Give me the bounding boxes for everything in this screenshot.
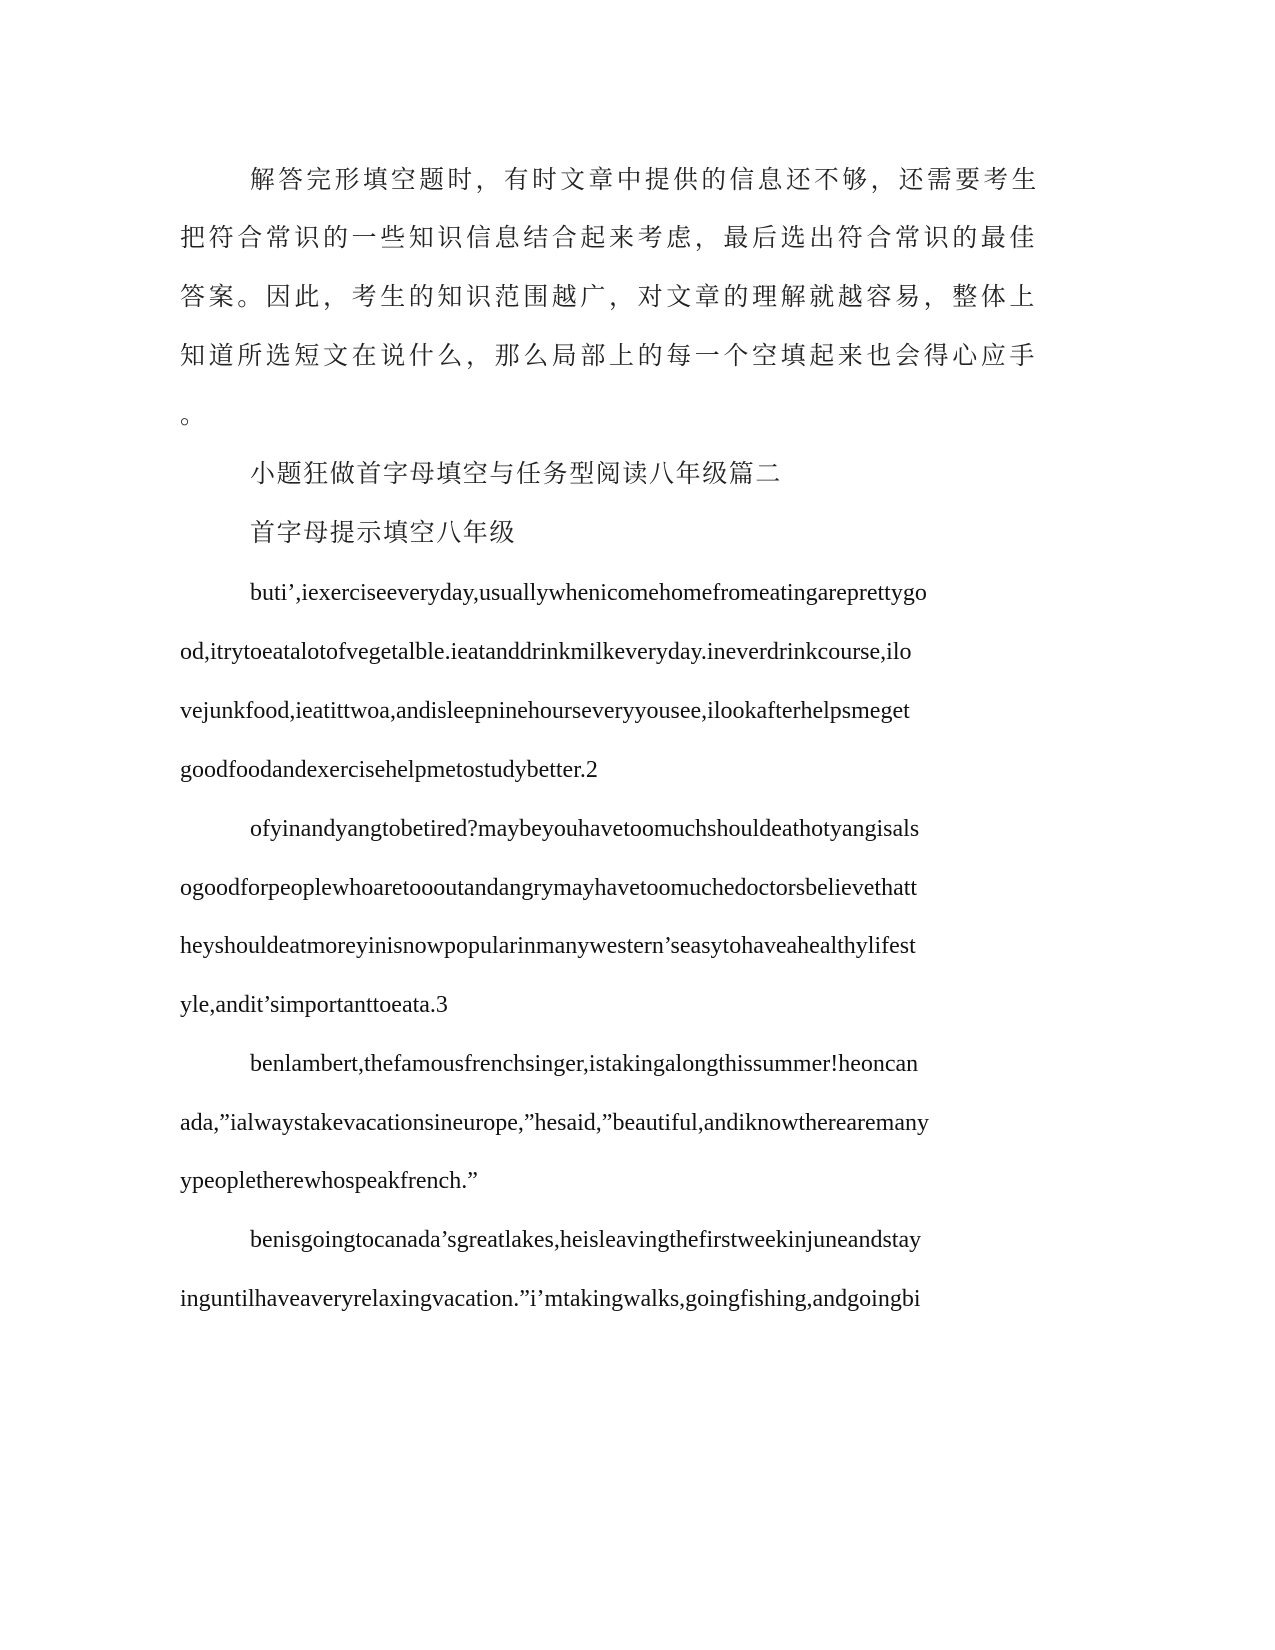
passage-1-line-1: buti’,iexerciseeveryday,usuallywhenicomehomefromeatingareprettygo	[250, 580, 927, 606]
paragraph-1-line-1: 解答完形填空题时，有时文章中提供的信息还不够，还需要考生	[250, 165, 1040, 194]
passage-2-line-3: heyshouldeatmoreyinisnowpopularinmanywestern’seasytohaveahealthylifest	[180, 933, 916, 959]
paragraph-1-line-5: 。	[180, 400, 209, 429]
passage-3-line-2: ada,”ialwaystakevacationsineurope,”hesaid,”beautiful,andiknowtherearemany	[180, 1110, 929, 1136]
passage-1-line-3: vejunkfood,ieatittwoa,andisleepninehourseveryyousee,ilookafterhelpsmeget	[180, 698, 910, 724]
passage-4-line-2: inguntilhaveaveryrelaxingvacation.”i’mtakingwalks,goingfishing,andgoingbi	[180, 1286, 921, 1312]
section-subheading: 首字母提示填空八年级	[250, 518, 517, 547]
passage-4-line-1: benisgoingtocanada’sgreatlakes,heisleavingthefirstweekinjuneandstay	[250, 1227, 922, 1253]
passage-1-line-2: od,itrytoeatalotofvegetalble.ieatanddrinkmilkeveryday.ineverdrinkcourse,ilo	[180, 639, 912, 665]
passage-2-line-2: ogoodforpeoplewhoaretoooutandangrymayhavetoomuchedoctorsbelievethatt	[180, 875, 918, 901]
passage-1-line-4: goodfoodandexercisehelpmetostudybetter.2	[180, 757, 598, 783]
passage-2-line-4: yle,andit’simportanttoeata.3	[180, 992, 448, 1018]
paragraph-1-line-3: 答案。因此，考生的知识范围越广，对文章的理解就越容易，整体上	[180, 282, 1039, 311]
passage-3-line-3: ypeopletherewhospeakfrench.”	[180, 1168, 478, 1194]
section-heading: 小题狂做首字母填空与任务型阅读八年级篇二	[250, 459, 783, 488]
passage-2-line-1: ofyinandyangtobetired?maybeyouhavetoomuchshouldeathotyangisals	[250, 816, 920, 842]
paragraph-1-line-2: 把符合常识的一些知识信息结合起来考虑，最后选出符合常识的最佳	[180, 223, 1039, 252]
paragraph-1-line-4: 知道所选短文在说什么，那么局部上的每一个空填起来也会得心应手	[180, 341, 1039, 370]
passage-3-line-1: benlambert,thefamousfrenchsinger,istakingalongthissummer!heoncan	[250, 1051, 919, 1077]
